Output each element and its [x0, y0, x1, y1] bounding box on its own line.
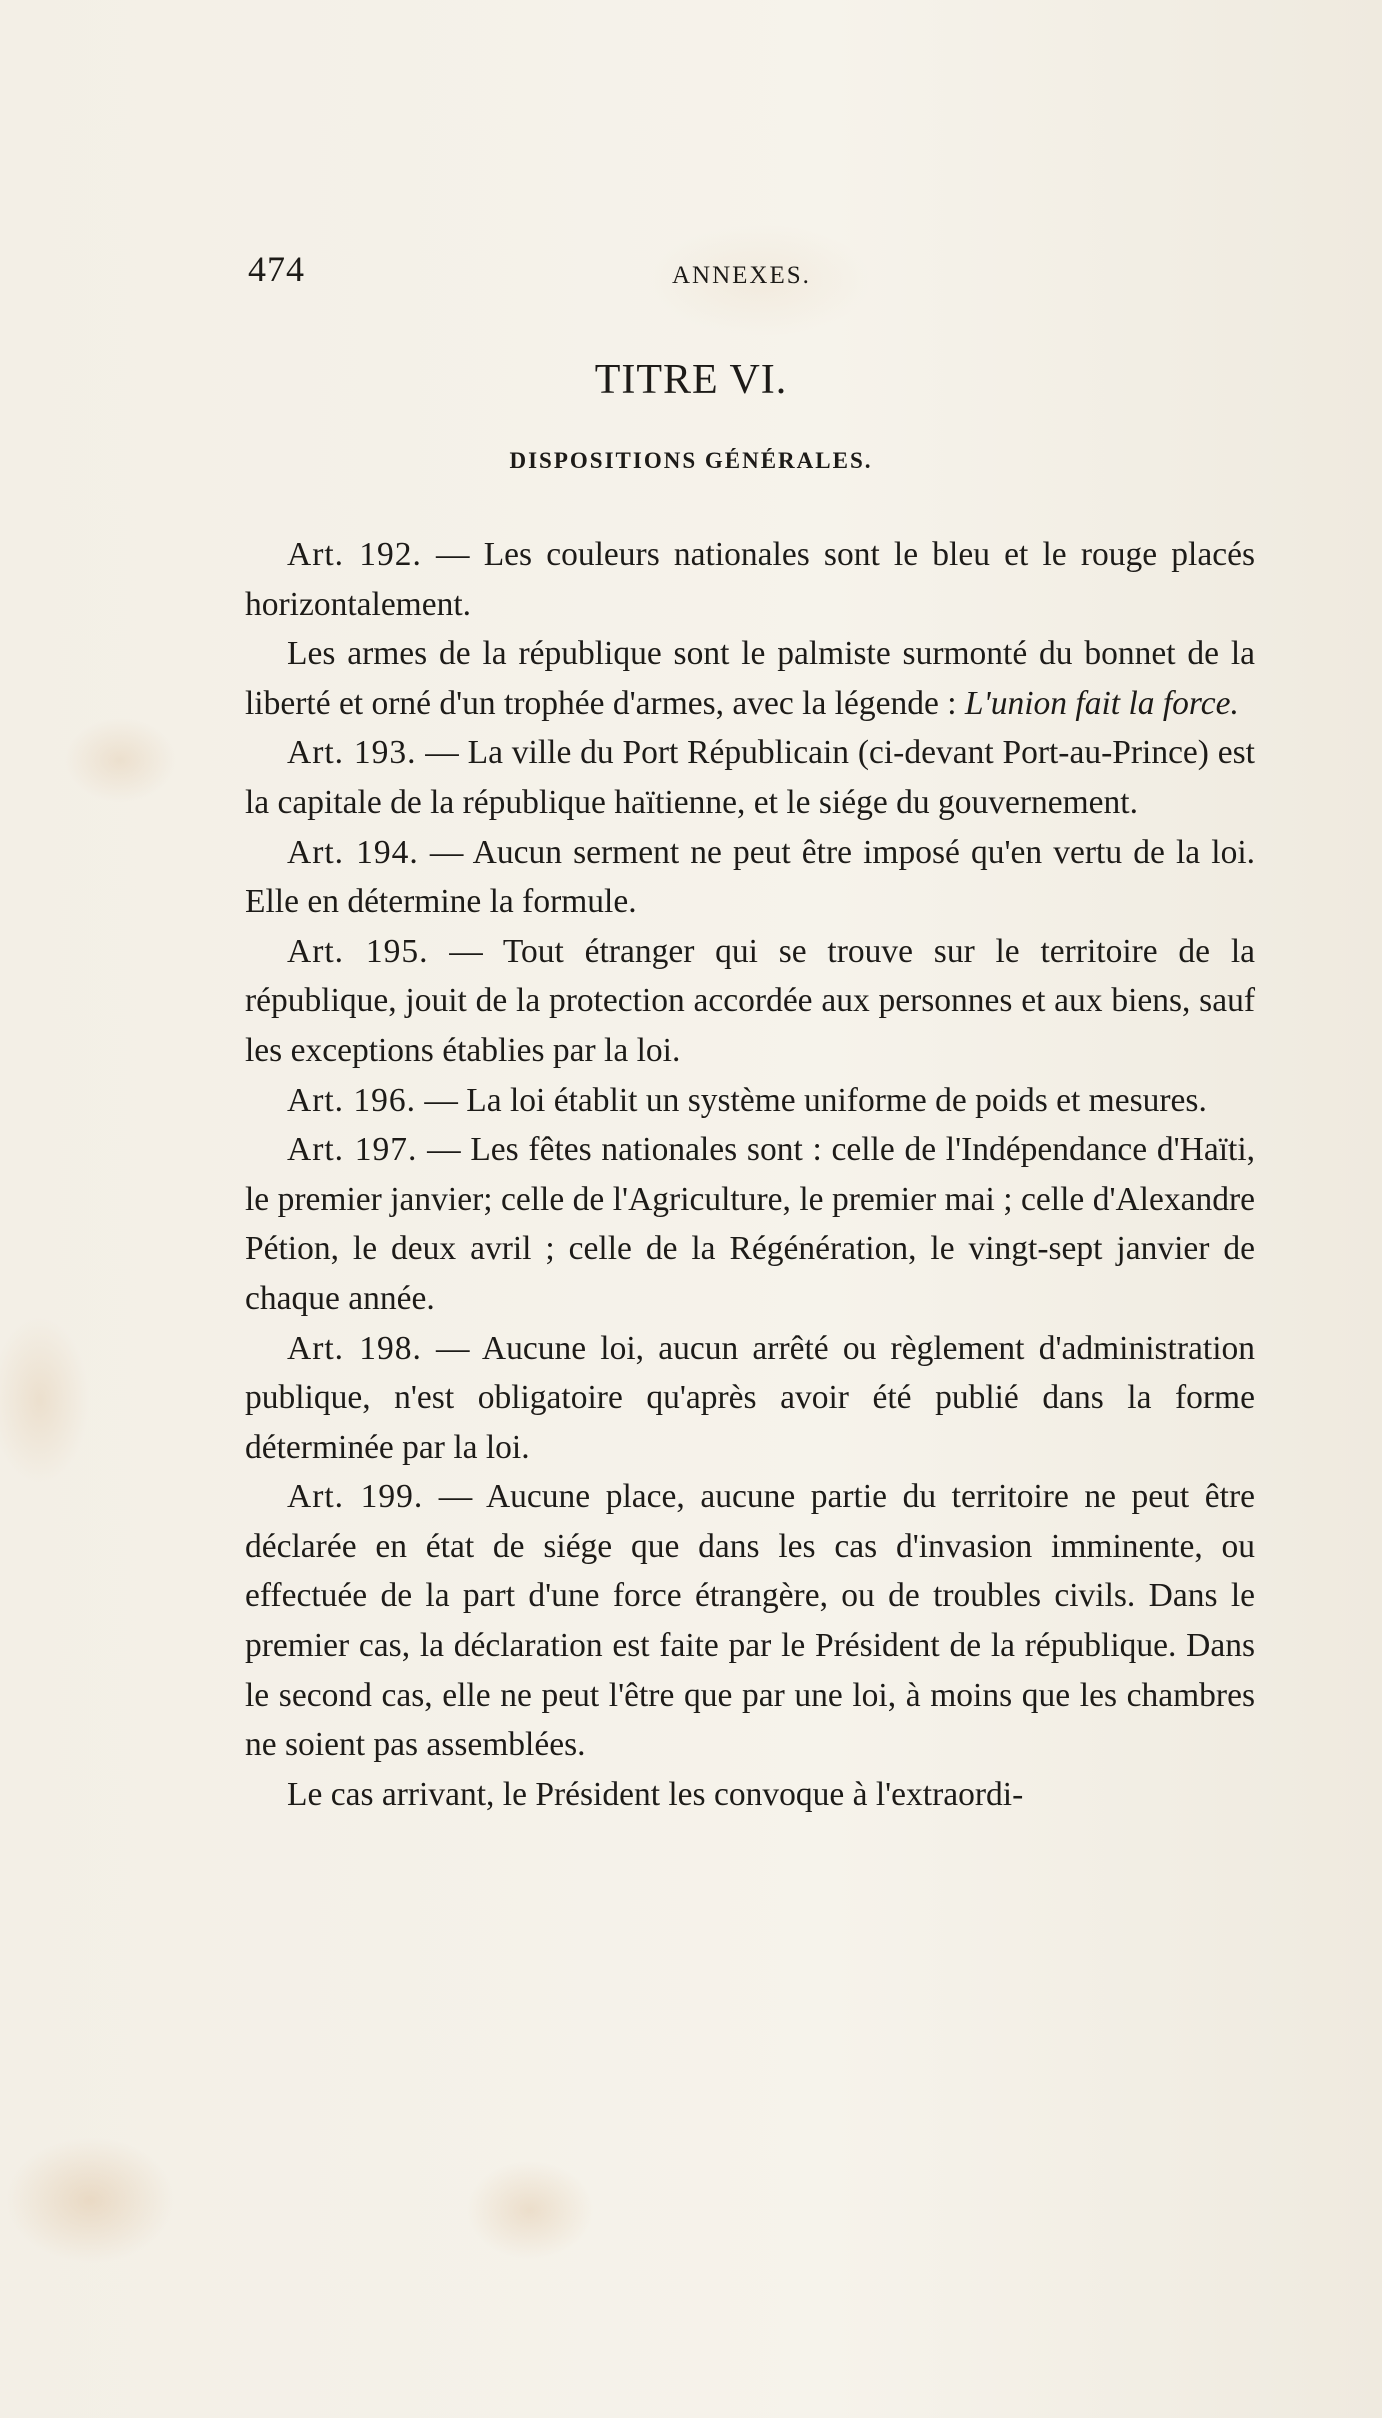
section-title: TITRE VI.	[594, 357, 788, 403]
article-label: Art. 194.	[287, 833, 419, 871]
article-199	[245, 1472, 1255, 1770]
article-196	[245, 1076, 1255, 1126]
article-label: Art. 195.	[287, 932, 429, 970]
article-text: — Tout étranger qui se trouve sur le territoire de la république, jouit de la protection accordée aux personnes et aux biens, sauf les exceptions établies par la loi.	[245, 932, 1256, 1069]
article-text: — Aucune loi, aucun arrêté ou règlement d'administration publique, n'est obligatoire qu'après avoir été publié dans la forme déterminée par la loi.	[245, 1329, 1256, 1466]
article-text: — Aucun serment ne peut être imposé qu'en vertu de la loi. Elle en détermine la formule.	[245, 833, 1256, 921]
article-193	[245, 728, 1255, 827]
article-label: Art. 199.	[287, 1478, 424, 1516]
article-label: Art. 193.	[287, 734, 417, 772]
article-text: Les armes de la république sont le palmiste surmonté du bonnet de la liberté et orné d'un trophée d'armes, avec la légende :	[245, 635, 1255, 722]
article-text: — La loi établit un système uniforme de poids et mesures.	[416, 1081, 1207, 1119]
article-label: Art. 197.	[287, 1131, 418, 1169]
section-subtitle: DISPOSITIONS GÉNÉRALES.	[509, 448, 873, 473]
article-199-continued	[245, 1770, 1255, 1820]
article-197	[245, 1125, 1255, 1323]
article-195	[245, 927, 1255, 1076]
article-text: — Aucune place, aucune partie du territoire ne peut être déclarée en état de siége que dans les cas d'invasion imminente, ou effectuée de la part d'une force étrangère, ou de troubles civils. Dans le premier cas, la déclaration est faite par le Président de la république. Dans le second cas, elle ne peut l'être que par une loi, à moins que les chambres ne soient pas assemblées.	[245, 1478, 1255, 1764]
article-text: — La ville du Port Républicain (ci-devant Port-au-Prince) est la capitale de la république haïtienne, et le siége du gouvernement.	[245, 734, 1255, 821]
article-192	[245, 530, 1255, 629]
article-text: Le cas arrivant, le Président les convoque à l'extraordi-	[287, 1775, 1024, 1813]
article-label: Art. 192.	[287, 536, 422, 573]
article-198	[245, 1324, 1255, 1473]
article-192-arms	[245, 629, 1255, 728]
article-text: — Les fêtes nationales sont : celle de l'Indépendance d'Haïti, le premier janvier; celle de l'Agriculture, le premier mai ; celle d'Alexandre Pétion, le deux avril ; celle de la Régénération, le vingt-sept janvier de chaque année.	[245, 1131, 1256, 1317]
running-head: ANNEXES.	[672, 262, 811, 289]
article-label: Art. 196.	[287, 1081, 417, 1119]
article-label: Art. 198.	[287, 1329, 422, 1367]
article-text: — Les couleurs nationales sont le bleu et le rouge placés horizontalement.	[245, 536, 1256, 623]
national-motto: L'union fait la force.	[964, 684, 1239, 722]
page-header	[248, 248, 1258, 298]
article-194	[245, 828, 1255, 927]
page-number: 474	[248, 249, 305, 289]
body-text	[245, 530, 1255, 1819]
